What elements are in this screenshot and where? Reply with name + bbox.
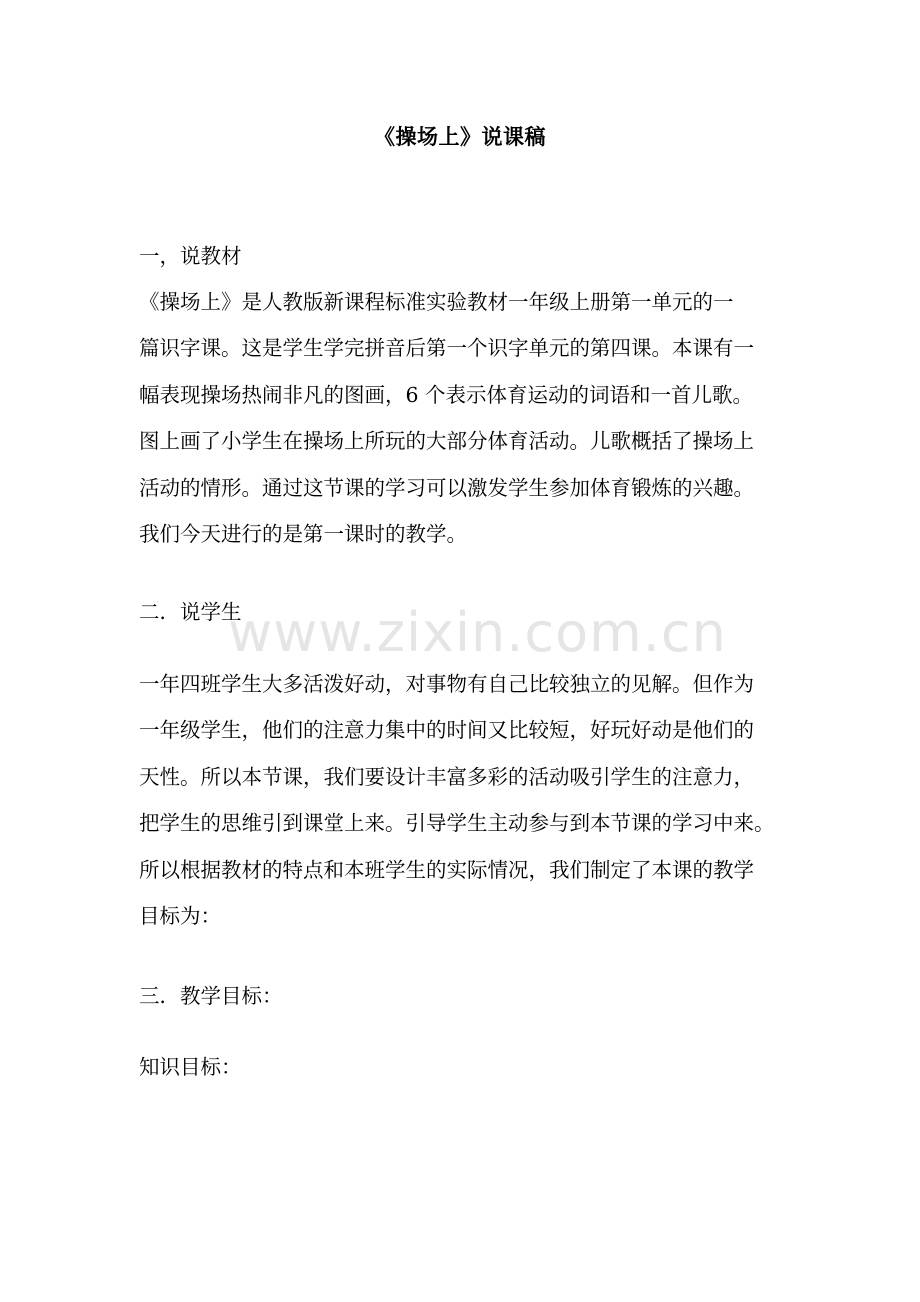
paragraph-line: 活动的情形。通过这节课的学习可以激发学生参加体育锻炼的兴趣。 xyxy=(139,475,754,500)
paragraph-students xyxy=(139,668,794,932)
watermark: www.zixin.com.cn xyxy=(228,601,727,664)
document-title: 《操场上》说课稿 xyxy=(374,124,546,149)
paragraph-line: 我们今天进行的是第一课时的教学。 xyxy=(139,521,467,546)
paragraph-line: 幅表现操场热闹非凡的图画，6 个表示体育运动的词语和一首儿歌。 xyxy=(139,382,754,407)
paragraph-line: 一年四班学生大多活泼好动，对事物有自己比较独立的见解。但作为 xyxy=(139,672,754,696)
paragraph-line: 天性。所以本节课，我们要设计丰富多彩的活动吸引学生的注意力， xyxy=(139,764,754,789)
subheading-knowledge-objectives: 知识目标： xyxy=(139,1055,242,1079)
paragraph-line: 《操场上》是人教版新课程标准实验教材一年级上册第一单元的一 xyxy=(139,290,734,314)
paragraph-line: 所以根据教材的特点和本班学生的实际情况，我们制定了本课的教学 xyxy=(139,857,754,882)
paragraph-textbook xyxy=(139,286,794,550)
section-heading-textbook: 一，说教材 xyxy=(139,244,242,268)
paragraph-line: 把学生的思维引到课堂上来。引导学生主动参与到本节课的学习中来。 xyxy=(139,811,775,836)
paragraph-line: 目标为： xyxy=(139,903,221,928)
paragraph-line: 篇识字课。这是学生学完拼音后第一个识字单元的第四课。本课有一 xyxy=(139,336,754,361)
section-heading-objectives: 三．教学目标： xyxy=(139,984,283,1008)
paragraph-line: 图上画了小学生在操场上所玩的大部分体育活动。儿歌概括了操场上 xyxy=(139,429,754,454)
paragraph-line: 一年级学生，他们的注意力集中的时间又比较短，好玩好动是他们的 xyxy=(139,718,754,743)
section-heading-students: 二．说学生 xyxy=(139,600,242,624)
